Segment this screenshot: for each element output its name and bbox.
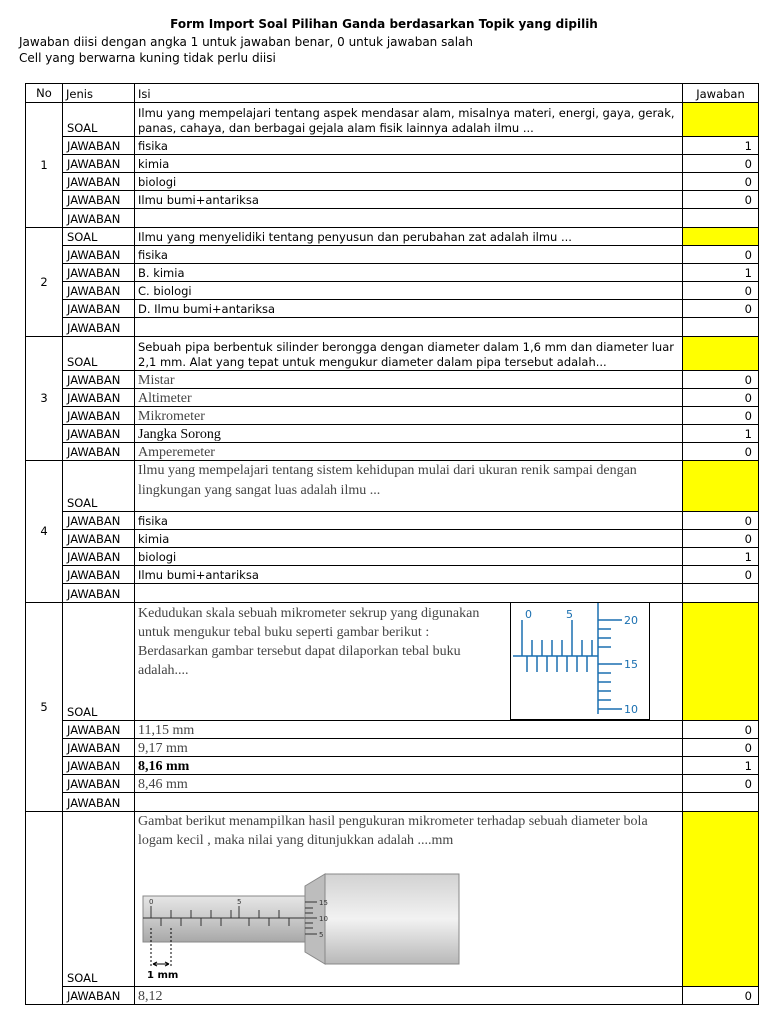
- answer-value[interactable]: 0: [683, 530, 759, 548]
- table-row: [26, 228, 759, 246]
- thimble-scale-label: 5: [319, 931, 324, 939]
- answer-text[interactable]: Amperemeter: [135, 443, 683, 461]
- soal-text-continued: Berdasarkan gambar tersebut dapat dilaporkan tebal buku adalah....: [138, 644, 461, 678]
- form-title: Form Import Soal Pilihan Ganda berdasarkan Topik yang dipilih: [170, 17, 598, 31]
- jenis-soal: SOAL: [63, 812, 135, 987]
- answer-value[interactable]: 0: [683, 155, 759, 173]
- answer-text[interactable]: fisika: [135, 137, 683, 155]
- jenis-jawaban: JAWABAN: [63, 264, 135, 282]
- jenis-jawaban: JAWABAN: [63, 209, 135, 228]
- jawaban-cell-disabled: [683, 103, 759, 137]
- answer-value[interactable]: 1: [683, 137, 759, 155]
- answer-value[interactable]: 1: [683, 425, 759, 443]
- answer-value[interactable]: 0: [683, 512, 759, 530]
- main-scale-label: 5: [237, 898, 242, 906]
- jenis-jawaban: JAWABAN: [63, 191, 135, 209]
- answer-value[interactable]: 1: [683, 264, 759, 282]
- table-row: [26, 318, 759, 337]
- answer-text[interactable]: 8,46 mm: [135, 775, 683, 793]
- jenis-soal: SOAL: [63, 461, 135, 512]
- question-number: 3: [26, 337, 63, 461]
- instruction-line-1: Jawaban diisi dengan angka 1 untuk jawaban benar, 0 untuk jawaban salah: [19, 35, 473, 49]
- question-table: [25, 83, 759, 1005]
- jawaban-cell-disabled: [683, 461, 759, 512]
- micrometer-figure-1: [510, 603, 650, 721]
- answer-text[interactable]: kimia: [135, 530, 683, 548]
- jawaban-cell-disabled: [683, 337, 759, 371]
- table-row: [26, 757, 759, 775]
- table-row: [26, 584, 759, 603]
- table-row: [26, 155, 759, 173]
- table-row: [26, 173, 759, 191]
- soal-text[interactable]: Ilmu yang mempelajari tentang aspek mendasar alam, misalnya materi, energi, gaya, gerak, panas, cahaya, dan berbagai gejala alam fisik lainnya adalah ilmu ...: [135, 103, 683, 137]
- table-row: [26, 461, 759, 512]
- table-row: [26, 282, 759, 300]
- table-row: [26, 264, 759, 282]
- jenis-jawaban: JAWABAN: [63, 757, 135, 775]
- answer-text[interactable]: C. biologi: [135, 282, 683, 300]
- col-header-isi: Isi: [135, 84, 683, 103]
- table-row: [26, 389, 759, 407]
- soal-text: Gambat berikut menampilkan hasil pengukuran mikrometer terhadap sebuah diameter bola logam kecil , maka nilai yang ditunjukkan adalah ....mm: [138, 814, 648, 848]
- table-row: [26, 337, 759, 371]
- soal-text[interactable]: Ilmu yang menyelidiki tentang penyusun dan perubahan zat adalah ilmu ...: [135, 228, 683, 246]
- question-number: [26, 812, 63, 1005]
- answer-text[interactable]: Mistar: [135, 371, 683, 389]
- answer-text[interactable]: biologi: [135, 548, 683, 566]
- main-scale-label: 0: [149, 898, 154, 906]
- soal-cell[interactable]: [135, 603, 683, 721]
- table-row: [26, 566, 759, 584]
- soal-text[interactable]: Sebuah pipa berbentuk silinder berongga dengan diameter dalam 1,6 mm dan diameter luar 2,1 mm. Alat yang tepat untuk mengukur diameter dalam pipa tersebut adalah...: [135, 337, 683, 371]
- answer-text[interactable]: Ilmu bumi+antariksa: [135, 566, 683, 584]
- question-number: 4: [26, 461, 63, 603]
- jenis-jawaban: JAWABAN: [63, 443, 135, 461]
- answer-value[interactable]: [683, 584, 759, 603]
- jenis-jawaban: JAWABAN: [63, 530, 135, 548]
- thimble-scale-label: 15: [624, 658, 638, 671]
- answer-value[interactable]: 0: [683, 987, 759, 1005]
- answer-text[interactable]: [135, 584, 683, 603]
- jenis-jawaban: JAWABAN: [63, 775, 135, 793]
- jenis-jawaban: JAWABAN: [63, 173, 135, 191]
- table-row: [26, 530, 759, 548]
- jenis-jawaban: JAWABAN: [63, 584, 135, 603]
- jenis-jawaban: JAWABAN: [63, 137, 135, 155]
- answer-text[interactable]: Altimeter: [135, 389, 683, 407]
- table-row: [26, 300, 759, 318]
- answer-value[interactable]: 0: [683, 246, 759, 264]
- table-row: [26, 425, 759, 443]
- table-row: [26, 603, 759, 721]
- jawaban-cell-disabled: [683, 228, 759, 246]
- jenis-jawaban: JAWABAN: [63, 389, 135, 407]
- question-number: 5: [26, 603, 63, 812]
- answer-text[interactable]: fisika: [135, 512, 683, 530]
- table-row: [26, 812, 759, 987]
- table-row: [26, 209, 759, 228]
- question-number: 1: [26, 103, 63, 228]
- col-header-jawaban: Jawaban: [683, 84, 759, 103]
- thimble-scale-label: 20: [624, 614, 638, 627]
- answer-value[interactable]: 0: [683, 407, 759, 425]
- answer-value[interactable]: 0: [683, 566, 759, 584]
- table-row: [26, 512, 759, 530]
- answer-text[interactable]: 8,16 mm: [135, 757, 683, 775]
- table-header-row: [26, 84, 759, 103]
- answer-text[interactable]: fisika: [135, 246, 683, 264]
- jenis-jawaban: JAWABAN: [63, 282, 135, 300]
- answer-text[interactable]: [135, 318, 683, 337]
- answer-value[interactable]: [683, 793, 759, 812]
- table-row: [26, 137, 759, 155]
- table-row: [26, 191, 759, 209]
- answer-value[interactable]: 0: [683, 721, 759, 739]
- soal-text: Kedudukan skala sebuah mikrometer sekrup yang digunakan untuk mengukur tebal buku seperti gambar berikut :: [138, 606, 480, 640]
- table-row: [26, 775, 759, 793]
- answer-text[interactable]: D. Ilmu bumi+antariksa: [135, 300, 683, 318]
- table-row: [26, 443, 759, 461]
- micrometer-figure-2: [137, 872, 467, 984]
- jenis-jawaban: JAWABAN: [63, 548, 135, 566]
- jenis-jawaban: JAWABAN: [63, 300, 135, 318]
- table-row: [26, 721, 759, 739]
- table-row: [26, 987, 759, 1005]
- jenis-soal: SOAL: [63, 603, 135, 721]
- answer-value[interactable]: 0: [683, 300, 759, 318]
- main-scale-label: 5: [566, 608, 573, 621]
- answer-text[interactable]: kimia: [135, 155, 683, 173]
- answer-text[interactable]: [135, 209, 683, 228]
- answer-value[interactable]: 0: [683, 443, 759, 461]
- answer-value[interactable]: 0: [683, 191, 759, 209]
- answer-value[interactable]: 0: [683, 739, 759, 757]
- table-row: [26, 548, 759, 566]
- answer-text[interactable]: [135, 793, 683, 812]
- answer-value[interactable]: 1: [683, 548, 759, 566]
- answer-value[interactable]: 0: [683, 173, 759, 191]
- answer-value[interactable]: 1: [683, 757, 759, 775]
- unit-label: 1 mm: [147, 970, 179, 981]
- col-header-no: No: [26, 84, 63, 103]
- thimble-scale-label: 10: [624, 703, 638, 716]
- answer-text[interactable]: Jangka Sorong: [135, 425, 683, 443]
- jenis-jawaban: JAWABAN: [63, 246, 135, 264]
- jenis-jawaban: JAWABAN: [63, 155, 135, 173]
- answer-text[interactable]: Ilmu bumi+antariksa: [135, 191, 683, 209]
- answer-value[interactable]: 0: [683, 389, 759, 407]
- jenis-jawaban: JAWABAN: [63, 721, 135, 739]
- answer-value[interactable]: 0: [683, 775, 759, 793]
- answer-value[interactable]: [683, 209, 759, 228]
- table-row: [26, 246, 759, 264]
- thimble-scale-label: 15: [319, 899, 328, 907]
- jawaban-cell-disabled: [683, 603, 759, 721]
- answer-value[interactable]: [683, 318, 759, 337]
- jenis-soal: SOAL: [63, 228, 135, 246]
- jenis-jawaban: JAWABAN: [63, 739, 135, 757]
- table-row: [26, 371, 759, 389]
- col-header-jenis: Jenis: [63, 84, 135, 103]
- answer-text[interactable]: 8,12: [135, 987, 683, 1005]
- jenis-jawaban: JAWABAN: [63, 512, 135, 530]
- jenis-soal: SOAL: [63, 337, 135, 371]
- table-row: [26, 793, 759, 812]
- main-scale-label: 0: [525, 608, 532, 621]
- jenis-jawaban: JAWABAN: [63, 371, 135, 389]
- answer-value[interactable]: 0: [683, 371, 759, 389]
- table-row: [26, 739, 759, 757]
- soal-text[interactable]: Ilmu yang mempelajari tentang sistem kehidupan mulai dari ukuran renik sampai dengan lingkungan yang sangat luas adalah ilmu ...: [135, 461, 683, 512]
- jenis-soal: SOAL: [63, 103, 135, 137]
- jenis-jawaban: JAWABAN: [63, 425, 135, 443]
- answer-text[interactable]: Mikrometer: [135, 407, 683, 425]
- jenis-jawaban: JAWABAN: [63, 318, 135, 337]
- answer-value[interactable]: 0: [683, 282, 759, 300]
- jenis-jawaban: JAWABAN: [63, 407, 135, 425]
- question-number: 2: [26, 228, 63, 337]
- jawaban-cell-disabled: [683, 812, 759, 987]
- soal-cell[interactable]: [135, 812, 683, 987]
- thimble-scale-label: 10: [319, 915, 328, 923]
- jenis-jawaban: JAWABAN: [63, 793, 135, 812]
- answer-text[interactable]: biologi: [135, 173, 683, 191]
- table-row: [26, 407, 759, 425]
- jenis-jawaban: JAWABAN: [63, 987, 135, 1005]
- jenis-jawaban: JAWABAN: [63, 566, 135, 584]
- answer-text[interactable]: 9,17 mm: [135, 739, 683, 757]
- answer-text[interactable]: B. kimia: [135, 264, 683, 282]
- instruction-line-2: Cell yang berwarna kuning tidak perlu diisi: [19, 51, 276, 65]
- answer-text[interactable]: 11,15 mm: [135, 721, 683, 739]
- table-row: [26, 103, 759, 137]
